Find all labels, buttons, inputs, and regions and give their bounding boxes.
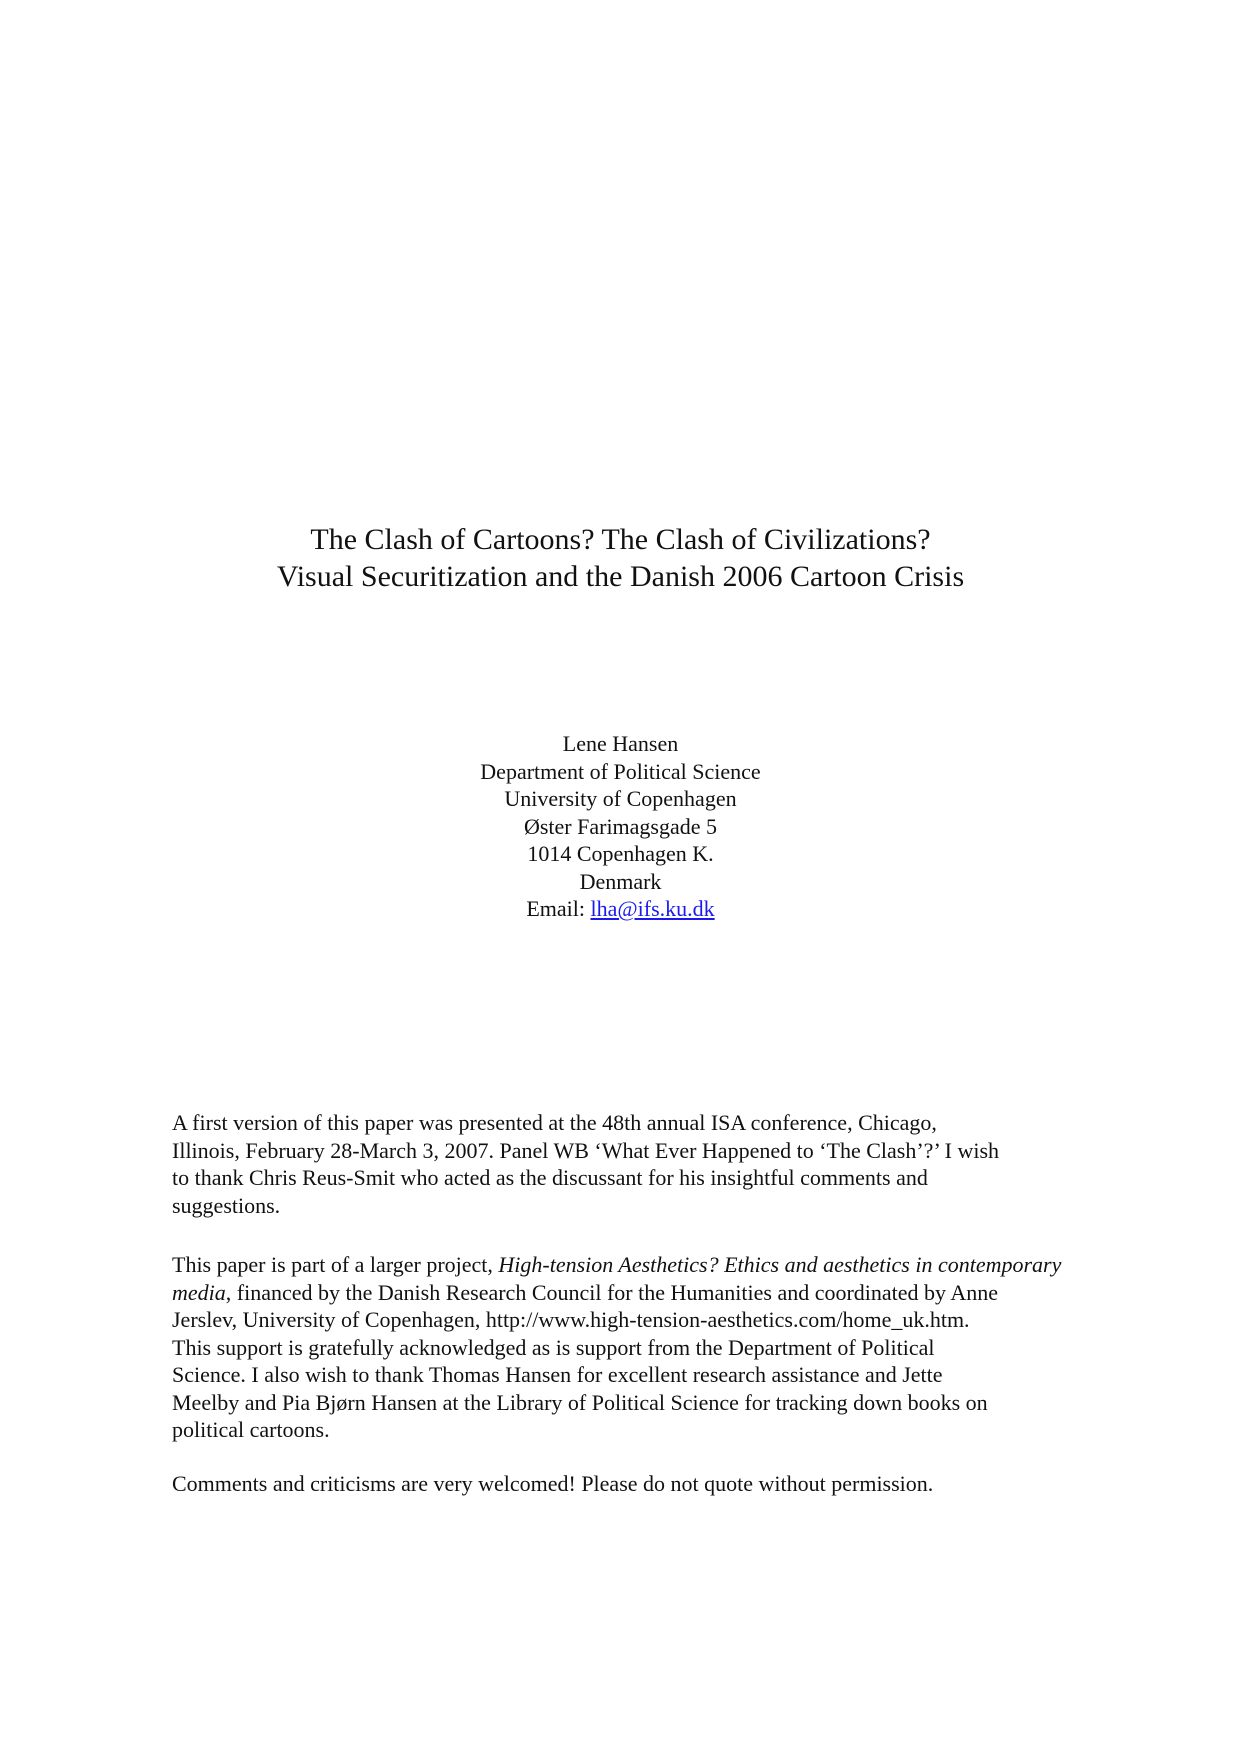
author-country: Denmark bbox=[579, 868, 662, 894]
author-street: Øster Farimagsgade 5 bbox=[523, 813, 718, 839]
paragraph-line: to thank Chris Reus-Smit who acted as the discussant for his insightful comments and bbox=[172, 1165, 928, 1190]
paragraph-line: A first version of this paper was presented at the 48th annual ISA conference, Chicago, bbox=[172, 1110, 937, 1135]
paragraph-line: political cartoons. bbox=[172, 1417, 330, 1442]
paragraph-line: This support is gratefully acknowledged as is support from the Department of Political bbox=[172, 1334, 935, 1360]
paragraph-line: Jerslev, University of Copenhagen, http://www.high-tension-aesthetics.com/home_uk.htm. bbox=[172, 1307, 970, 1332]
paragraph-line: Comments and criticisms are very welcomed! Please do not quote without permission. bbox=[172, 1471, 934, 1496]
author-name: Lene Hansen bbox=[562, 731, 679, 756]
author-city: 1014 Copenhagen K. bbox=[527, 841, 714, 866]
author-info bbox=[0, 730, 1241, 923]
project-title-end: media bbox=[172, 1279, 226, 1305]
project-title: High-tension Aesthetics? Ethics and aesthetics in contemporary bbox=[498, 1252, 1062, 1277]
paragraph-line: Illinois, February 28-March 3, 2007. Panel WB ‘What Ever Happened to ‘The Clash’?’ I wish bbox=[172, 1137, 1000, 1163]
acknowledgement-paragraph-2 bbox=[172, 1251, 1072, 1444]
paragraph-text: , financed by the Danish Research Council for the Humanities and coordinated by Anne bbox=[225, 1279, 998, 1305]
author-university: University of Copenhagen bbox=[504, 786, 737, 811]
paragraph-line: Science. I also wish to thank Thomas Hansen for excellent research assistance and Jette bbox=[172, 1362, 943, 1387]
paragraph-line: suggestions. bbox=[172, 1192, 281, 1218]
author-email-line bbox=[0, 895, 1241, 923]
paragraph-line: Meelby and Pia Bjørn Hansen at the Library of Political Science for tracking down books on bbox=[172, 1389, 988, 1415]
paragraph-line bbox=[172, 1279, 1072, 1307]
email-label: Email: bbox=[526, 896, 585, 921]
paragraph-line bbox=[172, 1251, 1072, 1279]
email-link[interactable]: lha@ifs.ku.dk bbox=[590, 896, 715, 921]
author-department: Department of Political Science bbox=[480, 758, 761, 784]
paper-title bbox=[0, 521, 1241, 595]
title-line-2: Visual Securitization and the Danish 2006 Cartoon Crisis bbox=[276, 560, 965, 593]
comments-note bbox=[172, 1470, 1072, 1498]
title-line-1: The Clash of Cartoons? The Clash of Civilizations? bbox=[310, 523, 931, 556]
paragraph-text: This paper is part of a larger project, bbox=[172, 1252, 499, 1277]
acknowledgement-paragraph-1 bbox=[172, 1109, 1072, 1219]
